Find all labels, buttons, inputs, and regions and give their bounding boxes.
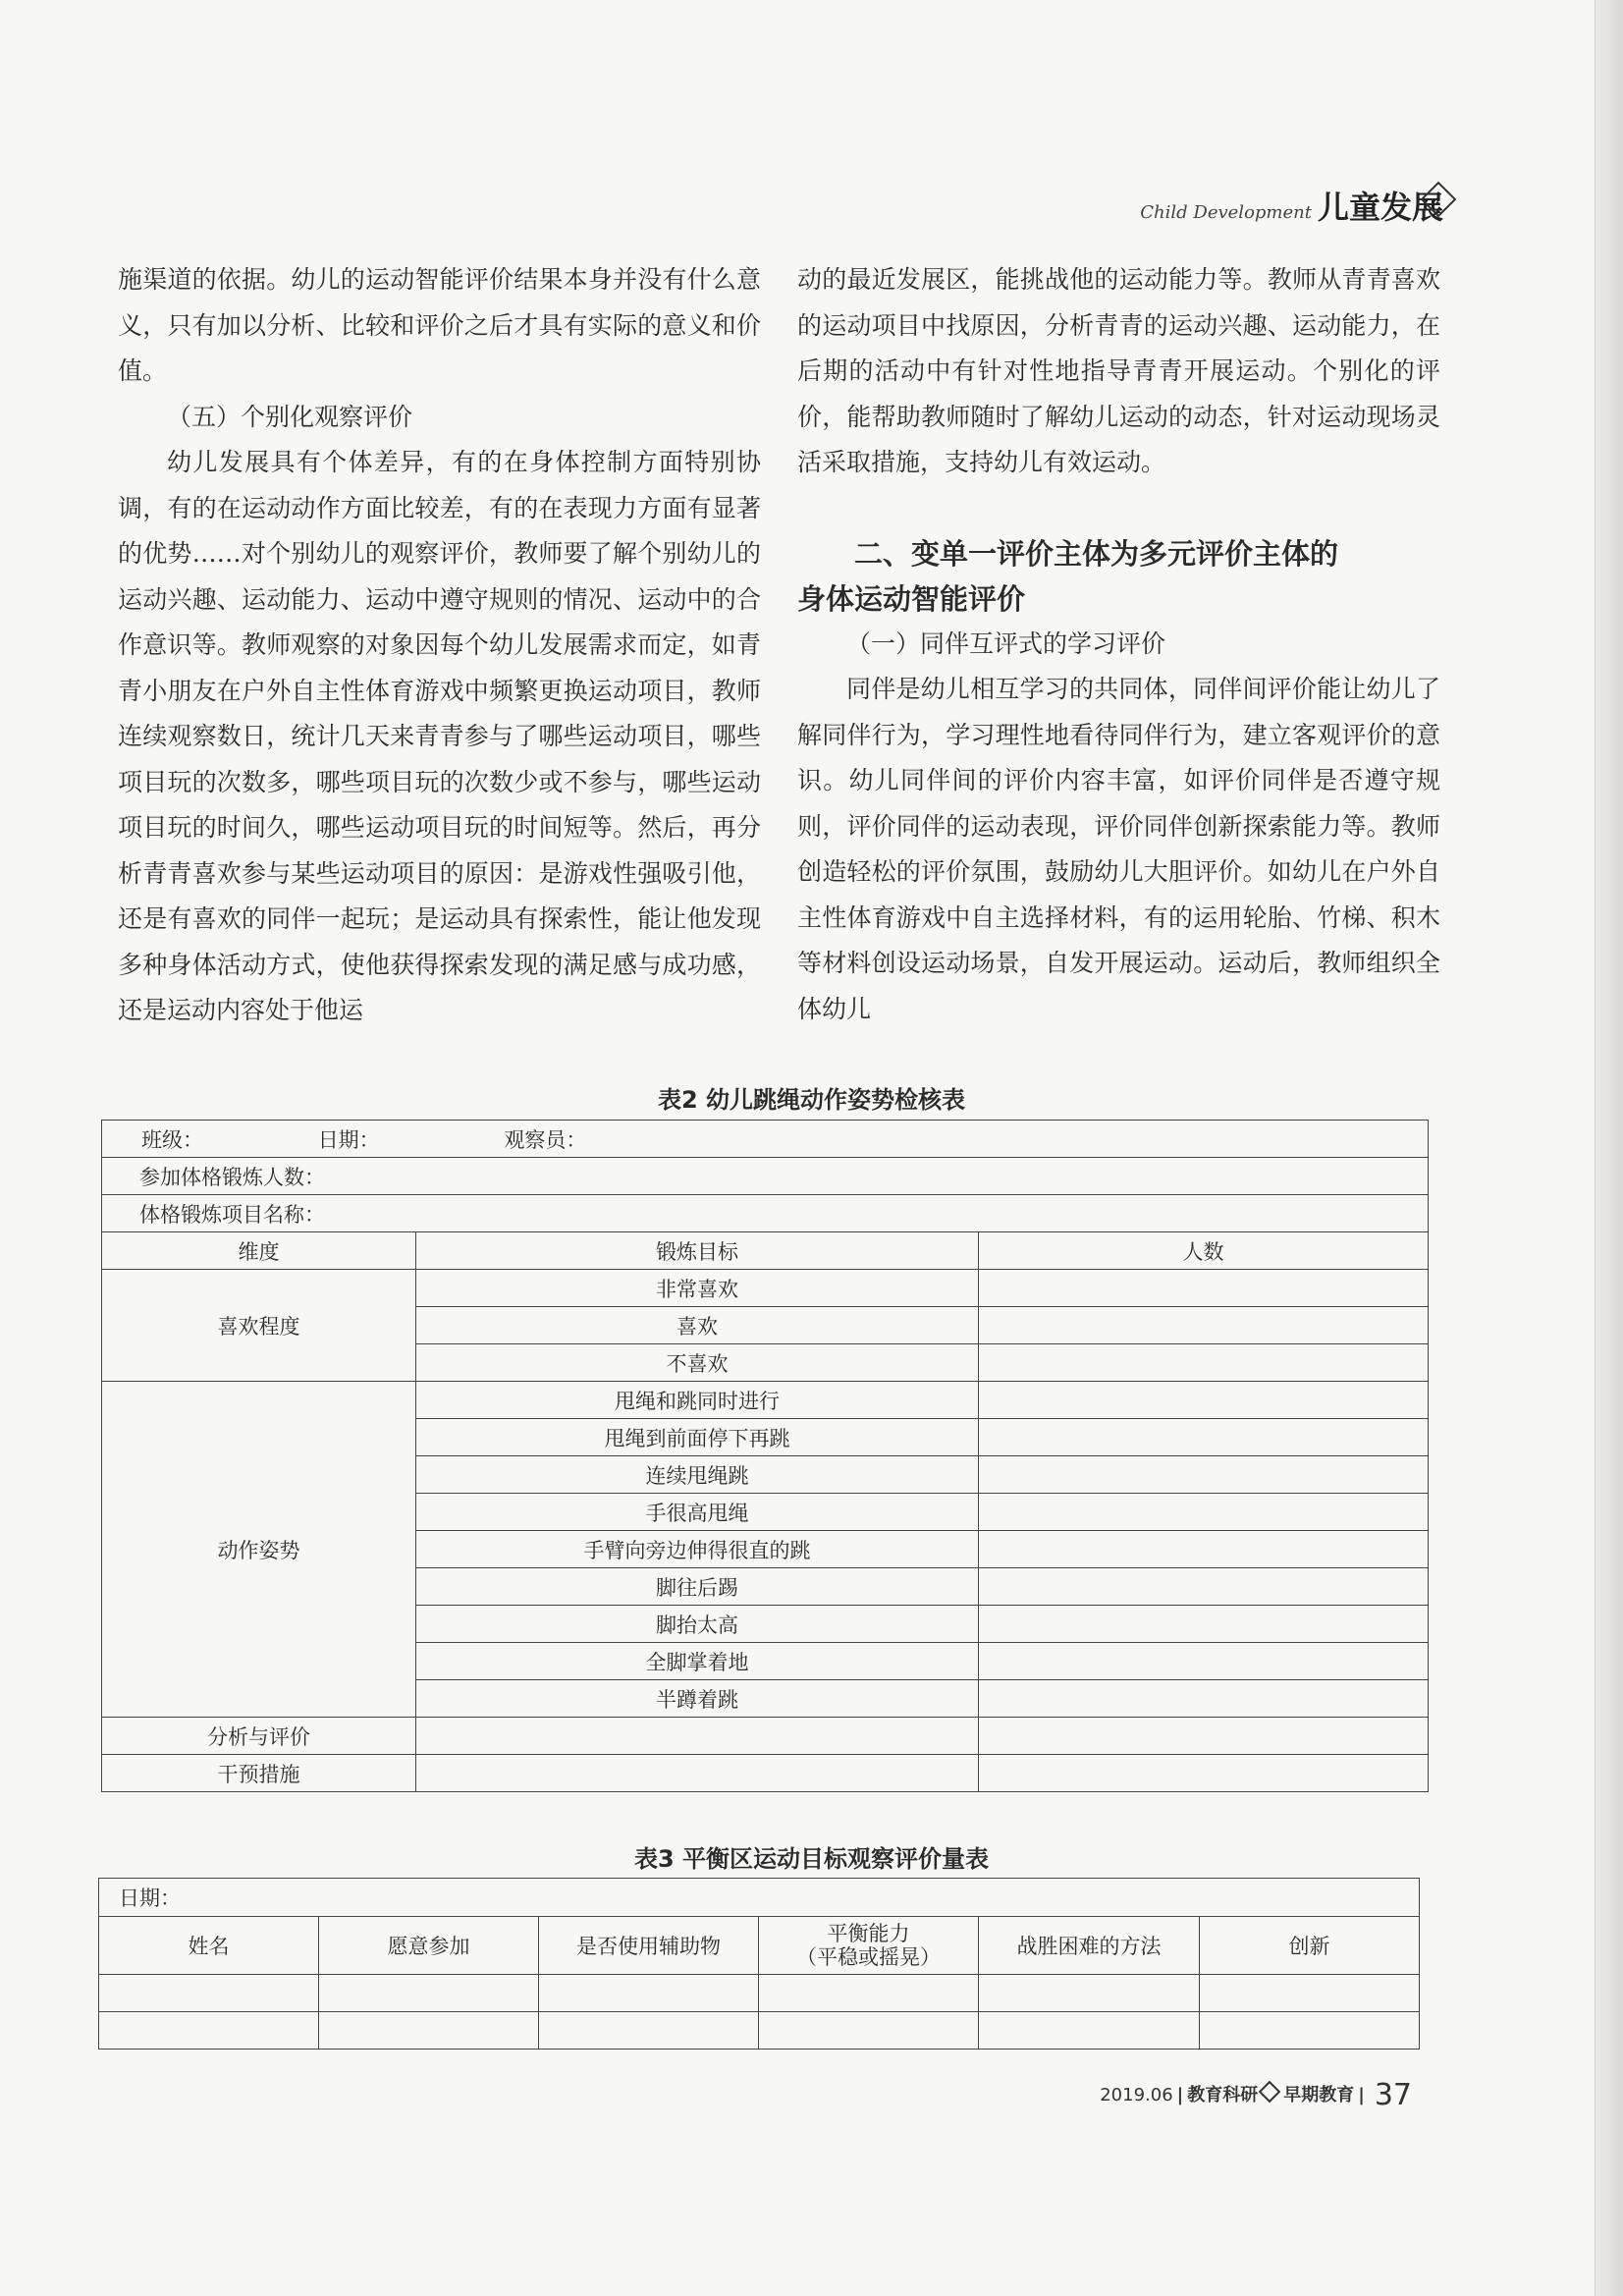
table-row bbox=[102, 1718, 1429, 1755]
count-cell[interactable] bbox=[979, 1494, 1429, 1531]
count-cell[interactable] bbox=[979, 1531, 1429, 1568]
target-cell: 非常喜欢 bbox=[416, 1270, 979, 1307]
date-label: 日期： bbox=[317, 1127, 380, 1152]
subsection-heading: （五）个别化观察评价 bbox=[167, 402, 413, 431]
table-cell[interactable] bbox=[1200, 2012, 1420, 2050]
section-heading-continued: 身体运动智能评价 bbox=[797, 581, 1026, 616]
table-row bbox=[102, 1382, 1429, 1419]
table-row bbox=[99, 2012, 1420, 2050]
count-cell[interactable] bbox=[979, 1419, 1429, 1456]
count-cell[interactable] bbox=[979, 1680, 1429, 1718]
table-cell[interactable] bbox=[319, 1975, 539, 2012]
col-header-target: 锻炼目标 bbox=[416, 1232, 979, 1270]
table-row bbox=[102, 1195, 1429, 1232]
count-cell[interactable] bbox=[979, 1344, 1429, 1382]
table-row bbox=[99, 1879, 1420, 1917]
col-header-name: 姓名 bbox=[99, 1917, 319, 1975]
col-header-balance bbox=[759, 1917, 979, 1975]
table2-caption: 表2 幼儿跳绳动作姿势检核表 bbox=[657, 1086, 966, 1114]
dimension-like: 喜欢程度 bbox=[102, 1270, 416, 1382]
analysis-label: 分析与评价 bbox=[102, 1718, 416, 1755]
target-cell: 脚抬太高 bbox=[416, 1606, 979, 1643]
table-cell[interactable] bbox=[759, 2012, 979, 2050]
balance-sublabel: （平稳或摇晃） bbox=[796, 1945, 941, 1969]
page-number: 37 bbox=[1374, 2078, 1412, 2112]
participants-label: 参加体格锻炼人数： bbox=[102, 1158, 1429, 1195]
count-cell[interactable] bbox=[979, 1307, 1429, 1344]
table-cell[interactable] bbox=[319, 2012, 539, 2050]
analysis-cell[interactable] bbox=[416, 1718, 979, 1755]
col-header-innovate: 创新 bbox=[1200, 1917, 1420, 1975]
target-cell: 甩绳到前面停下再跳 bbox=[416, 1419, 979, 1456]
paragraph: 动的最近发展区，能挑战他的运动能力等。教师从青青喜欢的运动项目中找原因，分析青青的运动兴趣、运动能力，在后期的活动中有针对性地指导青青开展运动。个别化的评价，能帮助教师随时了解幼儿运动的动态，针对运动现场灵活采取措施，支持幼儿有效运动。 bbox=[797, 265, 1440, 476]
table-cell[interactable] bbox=[539, 1975, 759, 2012]
target-cell: 手臂向旁边伸得很直的跳 bbox=[416, 1531, 979, 1568]
table3-caption: 表3 平衡区运动目标观察评价量表 bbox=[633, 1845, 990, 1873]
table2 bbox=[101, 1120, 1429, 1792]
footer-journal: 教育科研 bbox=[1187, 2085, 1259, 2105]
target-cell: 甩绳和跳同时进行 bbox=[416, 1382, 979, 1419]
item-label: 体格锻炼项目名称： bbox=[102, 1195, 1429, 1232]
count-cell[interactable] bbox=[979, 1382, 1429, 1419]
diamond-icon bbox=[1259, 2081, 1281, 2104]
dimension-posture: 动作姿势 bbox=[102, 1382, 416, 1718]
header-info-cell bbox=[102, 1121, 1429, 1158]
table-row bbox=[102, 1232, 1429, 1270]
table-cell[interactable] bbox=[759, 1975, 979, 2012]
paragraph: 同伴是幼儿相互学习的共同体，同伴间评价能让幼儿了解同伴行为，学习理性地看待同伴行为，建立客观评价的意识。幼儿同伴间的评价内容丰富，如评价同伴是否遵守规则，评价同伴的运动表现，评价同伴创新探索能力等。教师创造轻松的评价氛围，鼓励幼儿大胆评价。如幼儿在户外自主性体育游戏中自主选择材料，有的运用轮胎、竹梯、积木等材料创设运动场景，自发开展运动。运动后，教师组织全体幼儿 bbox=[797, 675, 1440, 1023]
left-column bbox=[118, 257, 761, 1034]
footer-column: 早期教育 bbox=[1283, 2085, 1355, 2105]
section-heading: 二、变单一评价主体为多元评价主体的 bbox=[854, 536, 1339, 571]
target-cell: 全脚掌着地 bbox=[416, 1643, 979, 1680]
running-header bbox=[1129, 183, 1443, 228]
count-cell[interactable] bbox=[979, 1568, 1429, 1606]
intervention-cell[interactable] bbox=[979, 1755, 1429, 1792]
table-row bbox=[102, 1158, 1429, 1195]
page-footer: 2019.06 | 教育科研 早期教育 | 37 bbox=[1100, 2078, 1412, 2112]
header-chinese: 儿童发展 bbox=[1317, 189, 1443, 226]
count-cell[interactable] bbox=[979, 1643, 1429, 1680]
page-edge bbox=[1595, 0, 1623, 2296]
subsection-heading: （一）同伴互评式的学习评价 bbox=[846, 629, 1166, 658]
table-cell[interactable] bbox=[539, 2012, 759, 2050]
col-header-willing: 愿意参加 bbox=[319, 1917, 539, 1975]
header-english: Child Development bbox=[1140, 202, 1312, 223]
table-cell[interactable] bbox=[979, 1975, 1200, 2012]
target-cell: 喜欢 bbox=[416, 1307, 979, 1344]
table-cell[interactable] bbox=[1200, 1975, 1420, 2012]
table-cell[interactable] bbox=[99, 2012, 319, 2050]
right-column bbox=[797, 257, 1440, 1032]
target-cell: 半蹲着跳 bbox=[416, 1680, 979, 1718]
target-cell: 连续甩绳跳 bbox=[416, 1456, 979, 1494]
intervention-label: 干预措施 bbox=[102, 1755, 416, 1792]
table-row bbox=[99, 1975, 1420, 2012]
balance-label: 平衡能力 bbox=[827, 1922, 910, 1945]
col-header-count: 人数 bbox=[979, 1232, 1429, 1270]
analysis-cell[interactable] bbox=[979, 1718, 1429, 1755]
target-cell: 脚往后踢 bbox=[416, 1568, 979, 1606]
footer-issue: 2019.06 bbox=[1100, 2085, 1173, 2105]
intervention-cell[interactable] bbox=[416, 1755, 979, 1792]
date-label: 日期： bbox=[99, 1879, 1420, 1917]
table-row bbox=[102, 1270, 1429, 1307]
paragraph: 幼儿发展具有个体差异，有的在身体控制方面特别协调，有的在运动动作方面比较差，有的在表现力方面有显著的优势……对个别幼儿的观察评价，教师要了解个别幼儿的运动兴趣、运动能力、运动中遵守规则的情况、运动中的合作意识等。教师观察的对象因每个幼儿发展需求而定，如青青小朋友在户外自主性体育游戏中频繁更换运动项目，教师连续观察数日，统计几天来青青参与了哪些运动项目，哪些项目玩的次数多，哪些项目玩的次数少或不参与，哪些运动项目玩的时间久，哪些运动项目玩的时间短等。然后，再分析青青喜欢参与某些运动项目的原因：是游戏性强吸引他，还是有喜欢的同伴一起玩；是运动具有探索性，能让他发现多种身体活动方式，使他获得探索发现的满足感与成功感，还是运动内容处于他运 bbox=[118, 448, 761, 1024]
table-row bbox=[99, 1917, 1420, 1975]
table-row bbox=[102, 1121, 1429, 1158]
count-cell[interactable] bbox=[979, 1270, 1429, 1307]
count-cell[interactable] bbox=[979, 1606, 1429, 1643]
observer-label: 观察员： bbox=[504, 1127, 587, 1152]
paragraph: 施渠道的依据。幼儿的运动智能评价结果本身并没有什么意义，只有加以分析、比较和评价之后才具有实际的意义和价值。 bbox=[118, 265, 761, 385]
table3 bbox=[98, 1878, 1420, 2050]
table-cell[interactable] bbox=[979, 2012, 1200, 2050]
class-label: 班级： bbox=[141, 1127, 203, 1152]
col-header-aid: 是否使用辅助物 bbox=[539, 1917, 759, 1975]
table-cell[interactable] bbox=[99, 1975, 319, 2012]
count-cell[interactable] bbox=[979, 1456, 1429, 1494]
col-header-overcome: 战胜困难的方法 bbox=[979, 1917, 1200, 1975]
col-header-dimension: 维度 bbox=[102, 1232, 416, 1270]
table-row bbox=[102, 1755, 1429, 1792]
target-cell: 手很高甩绳 bbox=[416, 1494, 979, 1531]
target-cell: 不喜欢 bbox=[416, 1344, 979, 1382]
